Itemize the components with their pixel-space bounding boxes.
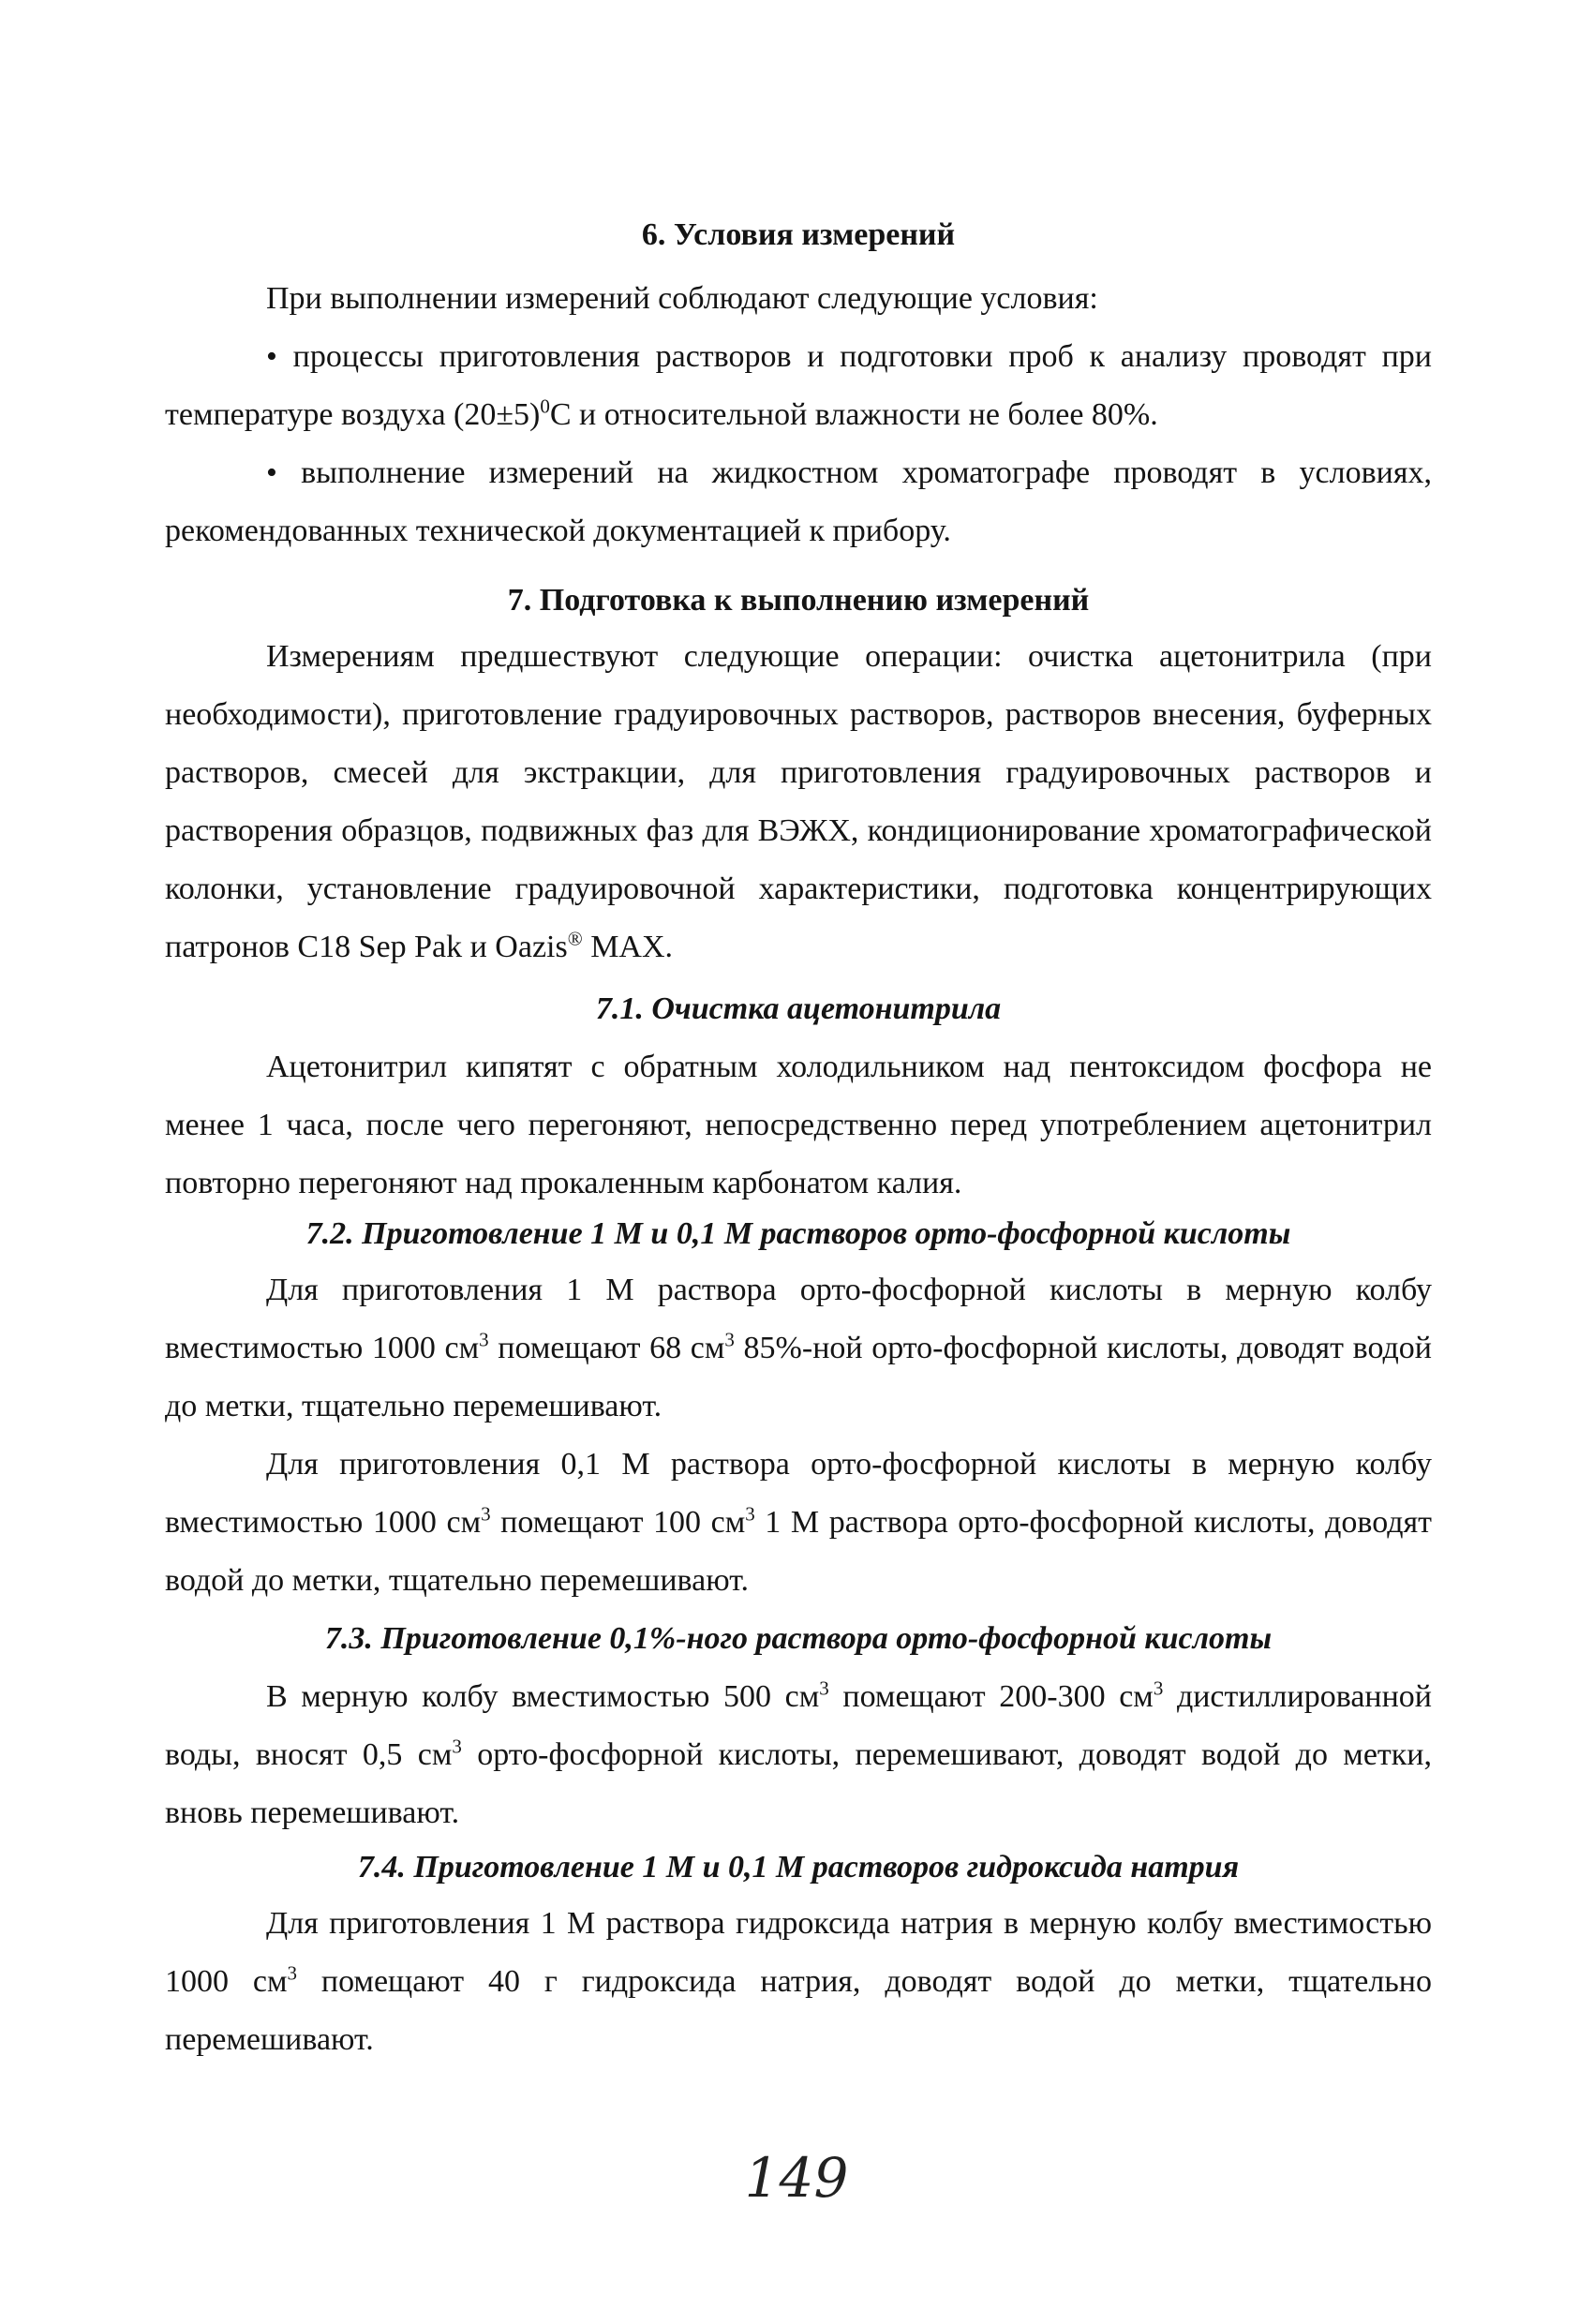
page-number: 149 bbox=[744, 2146, 849, 2210]
section-7-2-paragraph-1: Для приготовления 1 М раствора орто-фосфорной кислоты в мерную колбу вместимостью 1000 $см^3$ помещают 68 $см^3$ 85%-ной орто-фосфорной кислоты, доводят водой до метки, тщательно перемешивают. bbox=[165, 1273, 1433, 1423]
section-7-1-body bbox=[165, 1038, 1432, 1213]
section-6-intro: При выполнении измерений соблюдают следующие условия: bbox=[266, 281, 1098, 316]
section-7-paragraph: Измерениям предшествуют следующие операции: очистка ацетонитрила (при необходимости), приготовление градуировочных растворов, растворов внесения, буферных растворов, смесей для экстракции, для приготовления градуировочных растворов и растворения образцов, подвижных фаз для ВЭЖХ, кондиционирование хроматографической колонки, установление градуировочной характеристики, подготовка концентрирующих патронов C18 Sep Pak и Oazis® MAX. bbox=[165, 639, 1432, 964]
section-7-4-heading: 7.4. Приготовление 1 М и 0,1 М растворов гидроксида натрия bbox=[357, 1850, 1240, 1885]
section-7-1-paragraph: Ацетонитрил кипятят с обратным холодильником над пентоксидом фосфора не менее 1 часа, после чего перегоняют, непосредственно перед употреблением ацетонитрил повторно перегоняют над прокаленным карбонатом калия. bbox=[165, 1050, 1432, 1200]
section-7-2-paragraph-2: Для приготовления 0,1 М раствора орто-фосфорной кислоты в мерную колбу вместимостью 1000 $см^3$ помещают 100 $см^3$ 1 М раствора орто-фосфорной кислоты, доводят водой до метки, тщательно перемешивают. bbox=[165, 1447, 1433, 1598]
section-7-4-paragraph: Для приготовления 1 М раствора гидроксида натрия в мерную колбу вместимостью 1000 $см^3$ помещают 40 г гидроксида натрия, доводят водой до метки, тщательно перемешивают. bbox=[165, 1906, 1432, 2057]
section-6-heading: 6. Условия измерений bbox=[641, 217, 956, 252]
section-6-bullet-1: • процессы приготовления растворов и подготовки проб к анализу проводят при температуре воздуха $(20\pm 5)^0C$ и относительной влажности не более 80%. bbox=[165, 339, 1432, 432]
section-7-2-heading: 7.2. Приготовление 1 М и 0,1 М растворов орто-фосфорной кислоты bbox=[305, 1216, 1291, 1251]
section-7-4-body bbox=[165, 1895, 1432, 2069]
section-6-bullet-2: • выполнение измерений на жидкостном хроматографе проводят в условиях, рекомендованных технической документацией к прибору. bbox=[165, 455, 1432, 548]
section-7-3-paragraph: В мерную колбу вместимостью 500 $см^3$ помещают 200-300 $см^3$ дистиллированной воды, вносят 0,5 $см^3$ орто-фосфорной кислоты, перемешивают, доводят водой до метки, вновь перемешивают. bbox=[165, 1676, 1432, 1830]
section-7-heading: 7. Подготовка к выполнению измерений bbox=[507, 583, 1090, 618]
section-7-body bbox=[165, 628, 1432, 976]
section-7-1-heading: 7.1. Очистка ацетонитрила bbox=[595, 991, 1002, 1026]
section-6-body bbox=[165, 270, 1432, 560]
section-7-3-body bbox=[165, 1668, 1432, 1842]
section-7-3-heading: 7.3. Приготовление 0,1%-ного раствора орто-фосфорной кислоты bbox=[324, 1621, 1273, 1656]
section-7-2-body bbox=[165, 1261, 1432, 1610]
